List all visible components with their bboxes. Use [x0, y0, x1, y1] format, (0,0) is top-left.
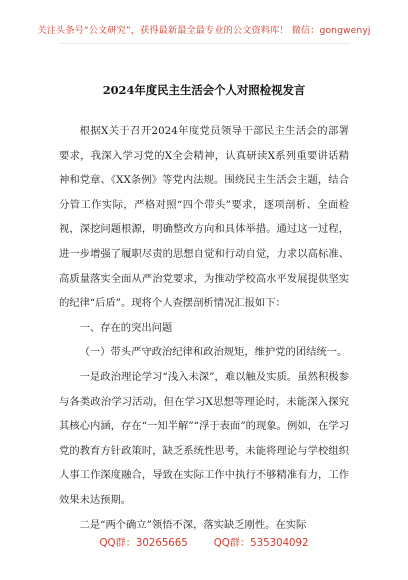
document-body [59, 119, 349, 537]
document-title: 2024年度民主生活会个人对照检视发言 [102, 83, 306, 97]
footer-qq-group-1: QQ群：30265665 [99, 538, 188, 549]
header-divider [60, 43, 350, 44]
subsection-heading: （一）带头严守政治纪律和政治规矩，维护党的团结统一。 [79, 346, 348, 359]
paragraph-intro: 根据X关于召开2024年度党员领导干部民主生活会的部署要求，我深入学习党的X全会精神，认真研读X系列重要讲话精神和党章、《XX条例》等党内法规。围绕民主生活会主题，结合分管工作实际，严格对照“四个带头”要求，逐项剖析、全面检视，深挖问题根源，明确整改方向和具体举措。通过这一过程，进一步增强了履职尽责的思想自觉和行动自觉，力求以高标准、高质量落实全面从严治党要求，为推动学校高水平发展提供坚实的纪律“后盾”。现将个人查摆剖析情况汇报如下： [59, 125, 349, 310]
paragraph-point-two: 二是“两个确立”领悟不深，落实缺乏刚性。在实际 [79, 518, 307, 531]
footer-qq-group-2: QQ群：535304092 [213, 538, 309, 549]
paragraph-point-one: 一是政治理论学习“浅入未深”，难以触及实质。虽然积极参与各类政治学习活动，但在学习X思想等理论时，未能深入探究其核心内涵，存在“一知半解”“浮于表面”的现象。例如，在学习党的教育方针政策时，缺乏系统性思考，未能将理论与学校组织人事工作深度融合，导致在实际工作中执行不够精准有力，工作效果未达预期。 [59, 370, 349, 506]
footer-contacts [0, 534, 408, 549]
section-heading: 一、存在的突出问题 [79, 321, 173, 334]
header-banner: 关注头条号“公文研究”，获得最新最全最专业的公文资料库！ 微信：gongwenyj [37, 25, 371, 36]
